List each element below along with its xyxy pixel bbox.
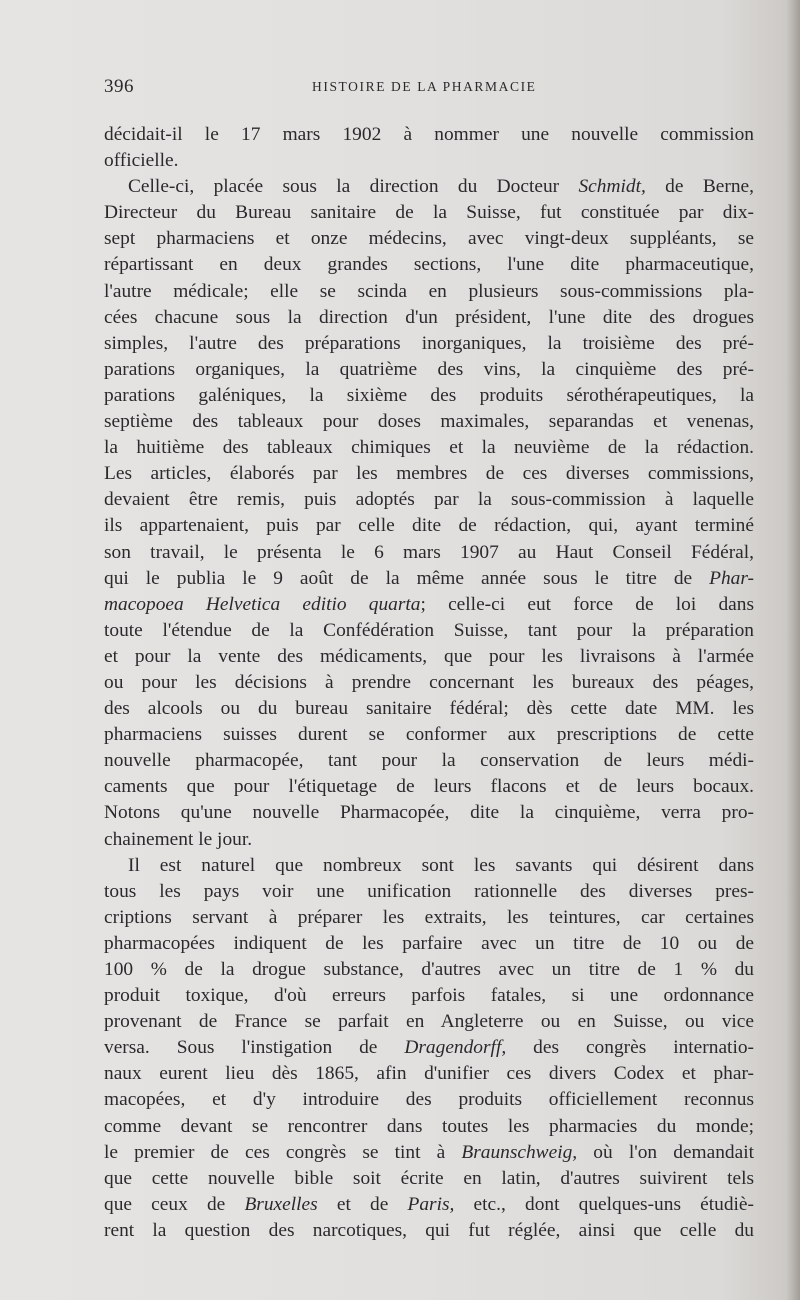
- text-line: des alcools ou du bureau sanitaire fédéral; dès cette date MM. les: [104, 698, 754, 720]
- text-line: 100 % de la drogue substance, d'autres avec un titre de 1 % du: [104, 959, 754, 980]
- work-title: macopoea Helvetica editio quarta: [104, 593, 421, 615]
- text-line: toute l'étendue de la Confédération Suisse, tant pour la préparation: [104, 619, 754, 641]
- text-line: macopoea Helvetica editio quarta; celle-ci eut force de loi dans: [104, 593, 754, 615]
- person-name: Schmidt,: [578, 176, 646, 198]
- text-line: naux eurent lieu dès 1865, afin d'unifier ces divers Codex et phar-: [104, 1063, 754, 1085]
- text-line: répartissant en deux grandes sections, l'une dite pharmaceutique,: [104, 254, 754, 276]
- body-text: [104, 122, 754, 1244]
- text-line: ils appartenaient, puis par celle dite de rédaction, qui, ayant terminé: [104, 515, 754, 537]
- text-line: ou pour les décisions à prendre concernant les bureaux des péages,: [104, 671, 754, 693]
- running-head: [104, 76, 754, 100]
- text-line: Il est naturel que nombreux sont les savants qui désirent dans: [128, 854, 754, 876]
- text-line: nouvelle pharmacopée, tant pour la conservation de leurs médi-: [104, 750, 754, 772]
- text-line: Celle-ci, placée sous la direction du Docteur Schmidt, de Berne,: [128, 176, 754, 198]
- text-line: le premier de ces congrès se tint à Braunschweig, où l'on demandait: [104, 1141, 754, 1163]
- text-line: parations galéniques, la sixième des produits sérothérapeutiques, la: [104, 384, 754, 406]
- person-name: Dragendorff,: [404, 1037, 507, 1059]
- text-line: officielle.: [104, 150, 179, 172]
- text-line: devaient être remis, puis adoptés par la sous-commission à laquelle: [104, 489, 754, 511]
- text-line: criptions servant à préparer les extraits, les teintures, car certaines: [104, 906, 754, 928]
- text-line: caments que pour l'étiquetage de leurs flacons et de leurs bocaux.: [104, 776, 754, 798]
- text-line: et pour la vente des médicaments, que pour les livraisons à l'armée: [104, 645, 754, 667]
- text-line: cées chacune sous la direction d'un président, l'une dite des drogues: [104, 306, 754, 328]
- text-line: macopées, et d'y introduire des produits officiellement reconnus: [104, 1089, 754, 1111]
- text-line: pharmacopées indiquent de les parfaire avec un titre de 10 ou de: [104, 932, 754, 954]
- text-line: que cette nouvelle bible soit écrite en latin, d'autres suivirent tels: [104, 1167, 754, 1189]
- text-line: l'autre médicale; elle se scinda en plusieurs sous-commissions pla-: [104, 280, 754, 302]
- work-title: Phar-: [709, 567, 754, 589]
- text-line: tous les pays voir une unification rationnelle des diverses pres-: [104, 880, 754, 902]
- text-line: chainement le jour.: [104, 828, 253, 850]
- text-line: provenant de France se parfait en Angleterre ou en Suisse, ou vice: [104, 1011, 754, 1033]
- place-name: Bruxelles: [244, 1193, 318, 1215]
- text-line: comme devant se rencontrer dans toutes les pharmacies du monde;: [104, 1115, 754, 1137]
- text-line: décidait-il le 17 mars 1902 à nommer une nouvelle commission: [104, 124, 754, 145]
- text-line: sept pharmaciens et onze médecins, avec vingt-deux suppléants, se: [104, 228, 754, 250]
- text-line: Notons qu'une nouvelle Pharmacopée, dite la cinquième, verra pro-: [104, 802, 754, 824]
- page-edge-shadow: [786, 0, 800, 1300]
- text-line: septième des tableaux pour doses maximales, separandas et venenas,: [104, 411, 754, 433]
- text-line: versa. Sous l'instigation de Dragendorff, des congrès internatio-: [104, 1037, 754, 1059]
- text-line: qui le publia le 9 août de la même année sous le titre de Phar-: [104, 567, 754, 589]
- text-line: parations organiques, la quatrième des vins, la cinquième des pré-: [104, 358, 754, 380]
- text-line: rent la question des narcotiques, qui fut réglée, ainsi que celle du: [104, 1219, 754, 1241]
- place-name: Paris,: [407, 1193, 455, 1215]
- text-line: son travail, le présenta le 6 mars 1907 au Haut Conseil Fédéral,: [104, 541, 754, 563]
- text-line: produit toxique, d'où erreurs parfois fatales, si une ordonnance: [104, 985, 754, 1007]
- text-line: Directeur du Bureau sanitaire de la Suisse, fut constituée par dix-: [104, 202, 754, 224]
- text-line: la huitième des tableaux chimiques et la neuvième de la rédaction.: [104, 437, 754, 459]
- text-line: Les articles, élaborés par les membres de ces diverses commissions,: [104, 463, 754, 485]
- text-line: pharmaciens suisses durent se conformer aux prescriptions de cette: [104, 724, 754, 746]
- place-name: Braunschweig,: [461, 1141, 578, 1163]
- running-title: HISTOIRE DE LA PHARMACIE: [312, 79, 537, 94]
- text-line: simples, l'autre des préparations inorganiques, la troisième des pré-: [104, 332, 754, 354]
- text-line: que ceux de Bruxelles et de Paris, etc., dont quelques-uns étudiè-: [104, 1193, 754, 1215]
- page-number: 396: [104, 76, 134, 97]
